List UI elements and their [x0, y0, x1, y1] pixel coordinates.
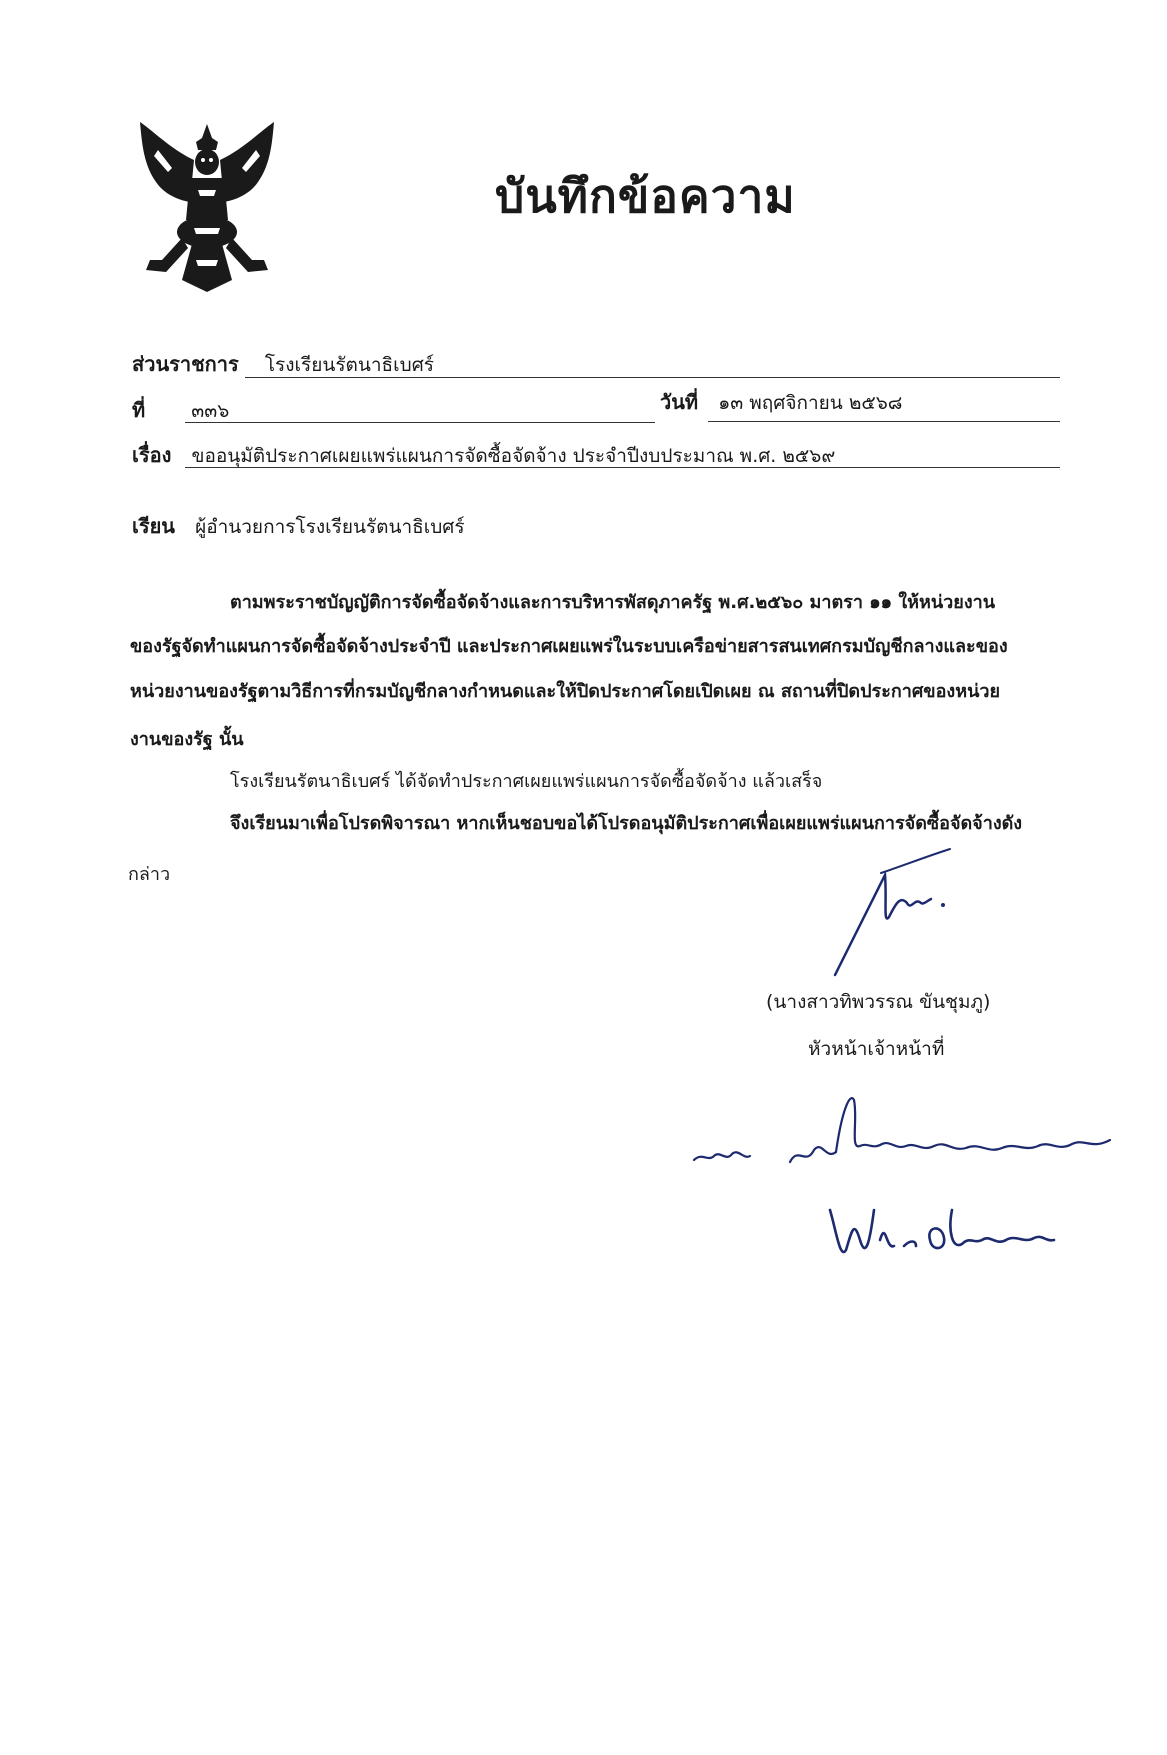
subject-underline [185, 467, 1060, 468]
body-paragraph-2: โรงเรียนรัตนาธิเบศร์ ได้จัดทำประกาศเผยแพร่แผนการจัดซื้อจัดจ้าง แล้วเสร็จ [230, 771, 823, 792]
date-underline [708, 421, 1060, 422]
signer-name: (นางสาวทิพวรรณ ขันชุมภู) [766, 991, 991, 1013]
agency-row [132, 348, 434, 380]
document-title: บันทึกข้อความ [495, 169, 796, 223]
body-line-4: งานของรัฐ นั้น [130, 729, 244, 750]
body-line-1: ตามพระราชบัญญัติการจัดซื้อจัดจ้างและการบริหารพัสดุภาครัฐ พ.ศ.๒๕๖๐ มาตรา ๑๑ ให้หน่วยงาน [230, 592, 996, 613]
signature-scribble-icon [815, 845, 965, 985]
agency-underline [245, 377, 1060, 378]
date-row [660, 386, 902, 418]
subject-value: ขออนุมัติประกาศเผยแพร่แผนการจัดซื้อจัดจ้าง ประจำปีงบประมาณ พ.ศ. ๒๕๖๙ [191, 445, 836, 467]
signer-position: หัวหน้าเจ้าหน้าที่ [808, 1038, 945, 1060]
to-label: เรียน [132, 514, 175, 538]
date-label: วันที่ [660, 390, 699, 414]
body-paragraph-3-line-2: กล่าว [128, 864, 171, 885]
number-label: ที่ [132, 398, 146, 422]
subject-label: เรื่อง [132, 443, 172, 467]
agency-label: ส่วนราชการ [132, 352, 239, 376]
body-line-3: หน่วยงานของรัฐตามวิธีการที่กรมบัญชีกลางกำหนดและให้ปิดประกาศโดยเปิดเผย ณ สถานที่ปิดประกาศของหน่วย [130, 681, 1001, 702]
body-line-2: ของรัฐจัดทำแผนการจัดซื้อจัดจ้างประจำปี และประกาศเผยแพร่ในระบบเครือข่ายสารสนเทศกรมบัญชีกลางและของ [130, 636, 1008, 657]
to-value: ผู้อำนวยการโรงเรียนรัตนาธิเบศร์ [195, 516, 465, 538]
number-underline [185, 422, 655, 423]
to-row [132, 510, 465, 542]
agency-value: โรงเรียนรัตนาธิเบศร์ [264, 354, 434, 376]
number-value: ๓๓๖ [191, 400, 230, 422]
date-value: ๑๓ พฤศจิกายน ๒๕๖๘ [718, 392, 903, 414]
body-paragraph-3-line-1: จึงเรียนมาเพื่อโปรดพิจารณา หากเห็นชอบขอได้โปรดอนุมัติประกาศเพื่อเผยแพร่แผนการจัดซื้อจัดจ้างดัง [230, 813, 1023, 834]
garuda-emblem-icon [132, 120, 282, 295]
handwritten-approval-note [690, 1090, 1130, 1280]
